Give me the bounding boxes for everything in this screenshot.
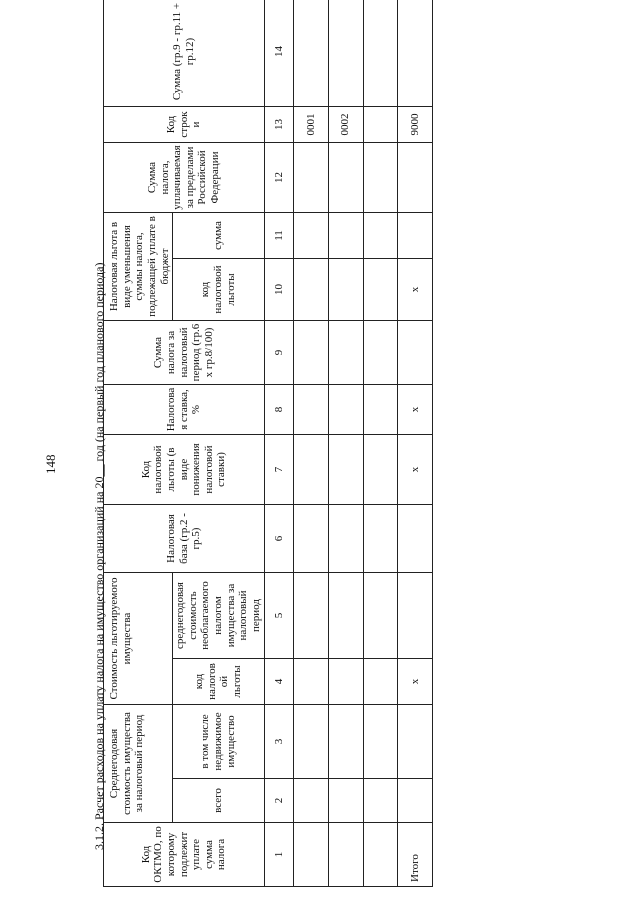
column-number: 13 — [264, 107, 293, 143]
header-oktmo: Код ОКТМО, по которому подлежит уплате сумма налога — [104, 823, 265, 887]
line-code: 9000 — [398, 107, 433, 143]
header-reduction-code: код налоговой льготы — [173, 259, 264, 321]
header-tax-base: Налоговая база (гр.2 - гр.5) — [104, 505, 265, 573]
not-applicable-mark: x — [398, 385, 433, 435]
total-label: Итого — [398, 823, 433, 887]
table-caption: 3.1.2. Расчет расходов на уплату налога на имущество организаций на 20__ год (на первый год планового периода) — [92, 262, 106, 850]
total-row — [398, 0, 433, 887]
header-tax-amount: Сумма налога за налоговый период (гр.6 x гр.8/100) — [104, 321, 265, 385]
header-privilege-code: код налоговой льготы — [173, 659, 264, 705]
header-total: всего — [173, 779, 264, 823]
page-number: 148 — [43, 454, 58, 474]
line-code: 0001 — [294, 107, 329, 143]
column-number: 4 — [264, 659, 293, 705]
header-line-code: Код строки — [104, 107, 265, 143]
column-number: 9 — [264, 321, 293, 385]
header-privileged-value-group: Стоимость льготируемого имущества — [104, 573, 173, 705]
column-number-row — [264, 0, 293, 887]
not-applicable-mark: x — [398, 435, 433, 505]
table-row — [363, 0, 398, 887]
column-number: 5 — [264, 573, 293, 659]
header-rate-privilege-code: Код налоговой льготы (в виде понижения налоговой ставки) — [104, 435, 265, 505]
column-number: 6 — [264, 505, 293, 573]
column-number: 8 — [264, 385, 293, 435]
property-tax-table — [103, 0, 433, 887]
column-number: 3 — [264, 705, 293, 779]
line-code — [363, 107, 398, 143]
column-number: 10 — [264, 259, 293, 321]
column-number: 12 — [264, 143, 293, 213]
column-number: 14 — [264, 0, 293, 107]
table-row — [328, 0, 363, 887]
header-reduction-group: Налоговая льгота в виде уменьшения суммы налога, подлежащей уплате в бюджет — [104, 213, 173, 321]
table-row — [294, 0, 329, 887]
not-applicable-mark: x — [398, 659, 433, 705]
tax-table-container — [103, 2, 433, 887]
header-avg-value-group: Среднегодовая стоимость имущества за налоговый период — [104, 705, 173, 823]
header-real-estate: в том числе недвижимое имущество — [173, 705, 264, 779]
line-code: 0002 — [328, 107, 363, 143]
column-number: 11 — [264, 213, 293, 259]
header-exempt-value: среднегодовая стоимость необлагаемого налогом имущества за налоговый период — [173, 573, 264, 659]
header-total-sum: Сумма (гр.9 - гр.11 + гр.12) — [104, 0, 265, 107]
column-number: 7 — [264, 435, 293, 505]
column-number: 1 — [264, 823, 293, 887]
not-applicable-mark: x — [398, 259, 433, 321]
header-reduction-sum: сумма — [173, 213, 264, 259]
header-tax-rate: Налоговая ставка, % — [104, 385, 265, 435]
header-foreign-tax: Сумма налога, уплачиваемая за пределами Российской Федерации — [104, 143, 265, 213]
column-number: 2 — [264, 779, 293, 823]
